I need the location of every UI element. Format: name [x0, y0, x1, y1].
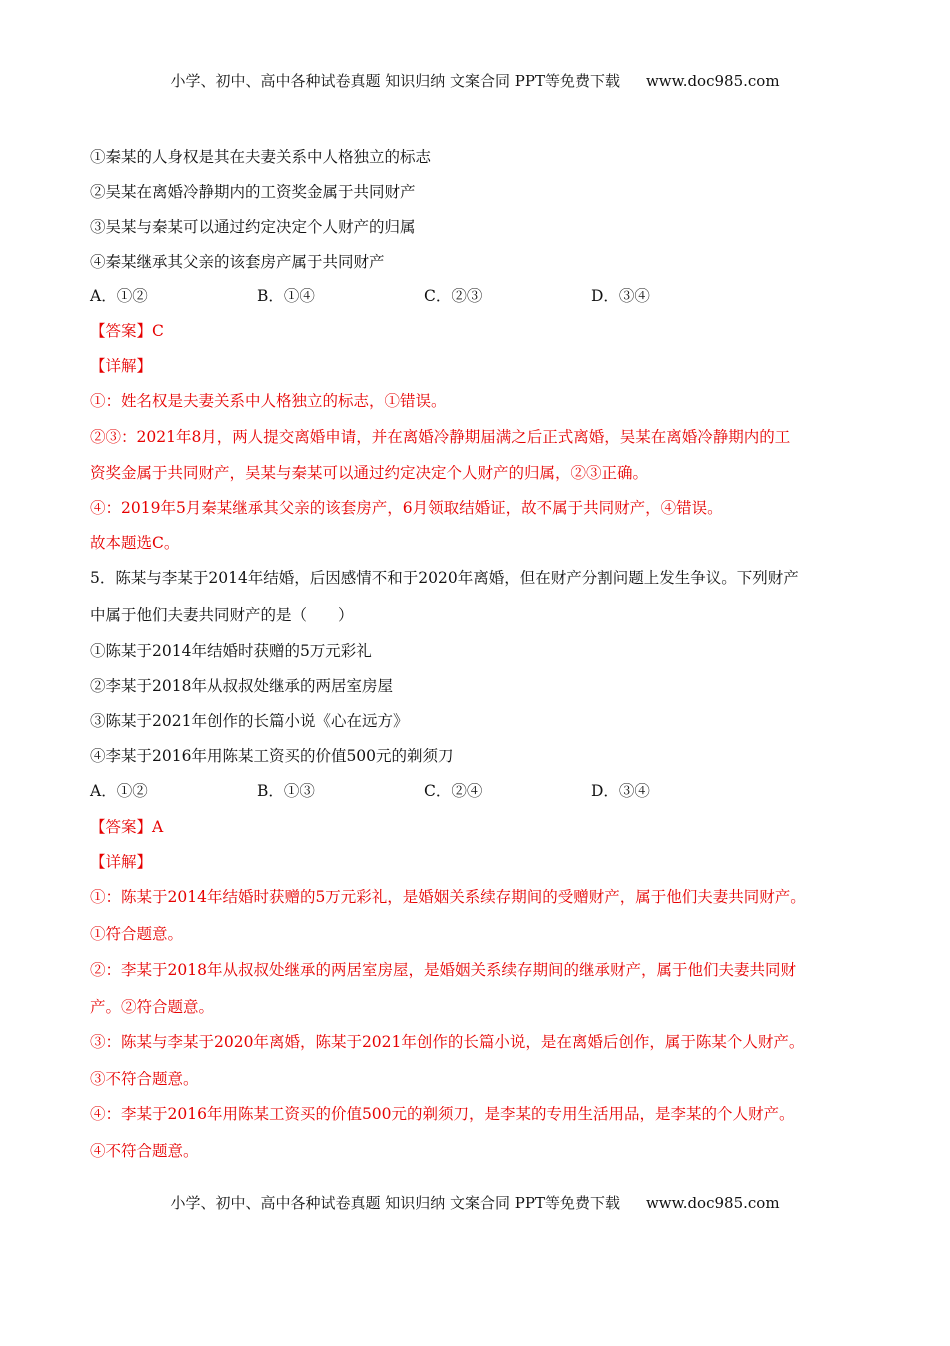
q5-option-d: D．③④ — [591, 782, 650, 800]
q4-explanation-1: ①：姓名权是夫妻关系中人格独立的标志，①错误。 — [90, 392, 447, 410]
q5-answer-value: A — [152, 818, 164, 836]
q4-detail-tag: 【详解】 — [90, 357, 153, 375]
q4-option-b: B．①④ — [257, 287, 315, 305]
header-text: 小学、初中、高中各种试卷真题 知识归纳 文案合同 PPT等免费下载 — [170, 72, 620, 90]
q4-explanation-2: ②③：2021年8月，两人提交离婚申请，并在离婚冷静期届满之后正式离婚，吴某在离婚冷静期内的工 — [90, 428, 791, 446]
q5-statement-4: ④李某于2016年用陈某工资买的价值500元的剃须刀 — [90, 747, 454, 765]
q5-answer-tag: 【答案】 — [90, 818, 153, 836]
q5-statement-1: ①陈某于2014年结婚时获赠的5万元彩礼 — [90, 642, 372, 660]
q5-option-a: A．①② — [90, 782, 148, 800]
page-header — [0, 70, 950, 91]
q5-explanation-1: ①：陈某于2014年结婚时获赠的5万元彩礼，是婚姻关系续存期间的受赠财产，属于他们夫妻共同财产。 — [90, 888, 806, 906]
q4-statement-2: ②吴某在离婚冷静期内的工资奖金属于共同财产 — [90, 183, 416, 201]
q5-explanation-8: ④不符合题意。 — [90, 1142, 199, 1160]
q4-answer-tag: 【答案】 — [90, 322, 153, 340]
q5-explanation-3: ②：李某于2018年从叔叔处继承的两居室房屋，是婚姻关系续存期间的继承财产，属于他们夫妻共同财 — [90, 961, 796, 979]
q4-explanation-3: 资奖金属于共同财产，吴某与秦某可以通过约定决定个人财产的归属，②③正确。 — [90, 464, 649, 482]
header-url[interactable]: www.doc985.com — [645, 72, 780, 90]
q4-statement-3: ③吴某与秦某可以通过约定决定个人财产的归属 — [90, 218, 416, 236]
q5-option-c: C．②④ — [424, 782, 483, 800]
q5-detail-tag: 【详解】 — [90, 853, 153, 871]
q5-explanation-6: ③不符合题意。 — [90, 1070, 199, 1088]
page-footer — [0, 1192, 950, 1213]
q4-explanation-4: ④：2019年5月秦某继承其父亲的该套房产，6月领取结婚证，故不属于共同财产，④错误。 — [90, 499, 723, 517]
q5-answer — [90, 817, 163, 837]
q4-statement-4: ④秦某继承其父亲的该套房产属于共同财产 — [90, 253, 385, 271]
q4-option-c: C．②③ — [424, 287, 483, 305]
q5-explanation-5: ③：陈某与李某于2020年离婚，陈某于2021年创作的长篇小说，是在离婚后创作，属于陈某个人财产。 — [90, 1033, 805, 1051]
footer-text: 小学、初中、高中各种试卷真题 知识归纳 文案合同 PPT等免费下载 — [170, 1194, 620, 1212]
q5-explanation-7: ④：李某于2016年用陈某工资买的价值500元的剃须刀，是李某的专用生活用品，是李某的个人财产。 — [90, 1105, 795, 1123]
q5-explanation-4: 产。②符合题意。 — [90, 998, 215, 1016]
q4-answer-value: C — [152, 322, 164, 340]
q4-explanation-5: 故本题选C。 — [90, 534, 180, 552]
q5-option-b: B．①③ — [257, 782, 315, 800]
q4-option-d: D．③④ — [591, 287, 650, 305]
q4-statement-1: ①秦某的人身权是其在夫妻关系中人格独立的标志 — [90, 148, 432, 166]
q5-stem-1: 5．陈某与李某于2014年结婚，后因感情不和于2020年离婚，但在财产分割问题上发生争议。下列财产 — [90, 569, 799, 587]
q5-explanation-2: ①符合题意。 — [90, 925, 184, 943]
q4-option-a: A．①② — [90, 287, 148, 305]
q5-stem-2: 中属于他们夫妻共同财产的是（ ） — [90, 606, 354, 624]
q4-answer — [90, 321, 164, 341]
footer-url[interactable]: www.doc985.com — [645, 1194, 780, 1212]
q5-statement-2: ②李某于2018年从叔叔处继承的两居室房屋 — [90, 677, 393, 695]
q5-statement-3: ③陈某于2021年创作的长篇小说《心在远方》 — [90, 712, 409, 730]
